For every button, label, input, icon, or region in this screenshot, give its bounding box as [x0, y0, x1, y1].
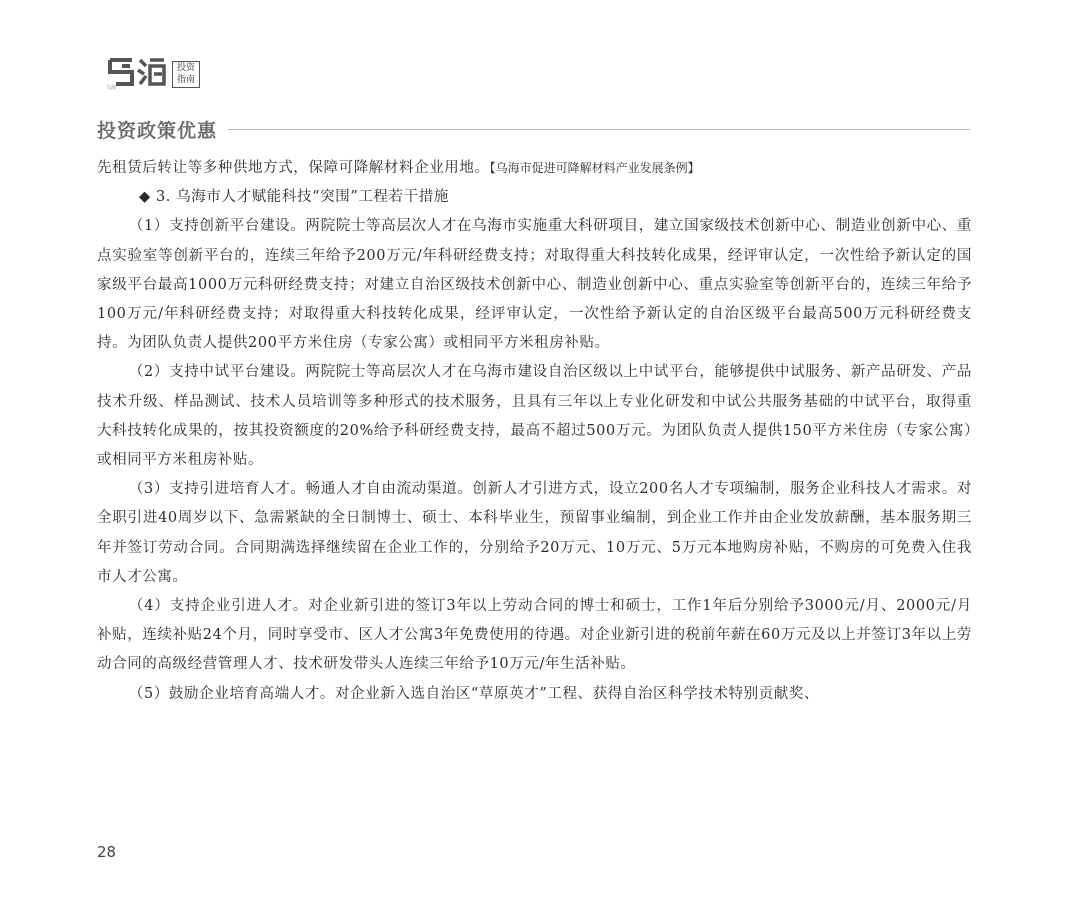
section-title: 投资政策优惠 [97, 120, 218, 142]
paragraph-2: （2）支持中试平台建设。两院院士等高层次人才在乌海市建设自治区级以上中试平台，能够提供中试服务、新产品研发、产品技术升级、样品测试、技术人员培训等多种形式的技术服务，且具有三年以上专业化研发和中试公共服务基础的中试平台，取得重大科技转化成果的，按其投资额度的20%给予科研经费支持，最高不超过500万元。为团队负责人提供150平方米住房（专家公寓）或相同平方米租房补贴。 [97, 364, 972, 469]
title-divider [228, 129, 970, 130]
guide-logo [106, 52, 206, 92]
logo-wuhai-text: 乌海 [106, 85, 117, 90]
logo-box-line1: 投资 [176, 63, 195, 73]
logo-wuhai-mark [106, 54, 168, 90]
paragraph-4: （4）支持企业引进人才。对企业新引进的签订3年以上劳动合同的博士和硕士，工作1年后分别给予3000元/月、2000元/月补贴，连续补贴24个月，同时享受市、区人才公寓3年免费使用的待遇。对企业新引进的税前年薪在60万元及以上并签订3年以上劳动合同的高级经营管理人才、技术研发带头人连续三年给予10万元/年生活补贴。 [97, 598, 972, 673]
logo-box-line2: 指南 [176, 75, 195, 85]
paragraph-1: （1）支持创新平台建设。两院院士等高层次人才在乌海市实施重大科研项目，建立国家级技术创新中心、制造业创新中心、重点实验室等创新平台的，连续三年给予200万元/年科研经费支持；对取得重大科技转化成果，经评审认定，一次性给予新认定的国家级平台最高1000万元科研经费支持；对建立自治区级技术创新中心、制造业创新中心、重点实验室等创新平台的，连续三年给予100万元/年科研经费支持；对取得重大科技转化成果，经评审认定，一次性给予新认定的自治区级平台最高500万元科研经费支持。为团队负责人提供200平方米住房（专家公寓）或相同平方米租房补贴。 [97, 218, 972, 352]
logo-box [172, 61, 200, 88]
document-body [97, 154, 972, 709]
continuation-paragraph [97, 154, 972, 183]
paragraph-5: （5）鼓励企业培育高端人才。对企业新入选自治区“草原英才”工程、获得自治区科学技术特别贡献奖、 [128, 685, 820, 702]
page-number: 28 [97, 843, 117, 861]
measures-heading: ◆ 3. 乌海市人才赋能科技“突围”工程若干措施 [139, 189, 449, 206]
source-reference: 【乌海市促进可降解材料产业发展条例】 [489, 161, 700, 175]
paragraph-3: （3）支持引进培育人才。畅通人才自由流动渠道。创新人才引进方式，设立200名人才专项编制，服务企业科技人才需求。对全职引进40周岁以下、急需紧缺的全日制博士、硕士、本科毕业生，预留事业编制，到企业工作并由企业发放薪酬，基本服务期三年并签订劳动合同。合同期满选择继续留在企业工作的，分别给予20万元、10万元、5万元本地购房补贴，不购房的可免费入住我市人才公寓。 [97, 481, 972, 585]
continuation-text: 先租赁后转让等多种供地方式，保障可降解材料企业用地。 [97, 160, 490, 176]
